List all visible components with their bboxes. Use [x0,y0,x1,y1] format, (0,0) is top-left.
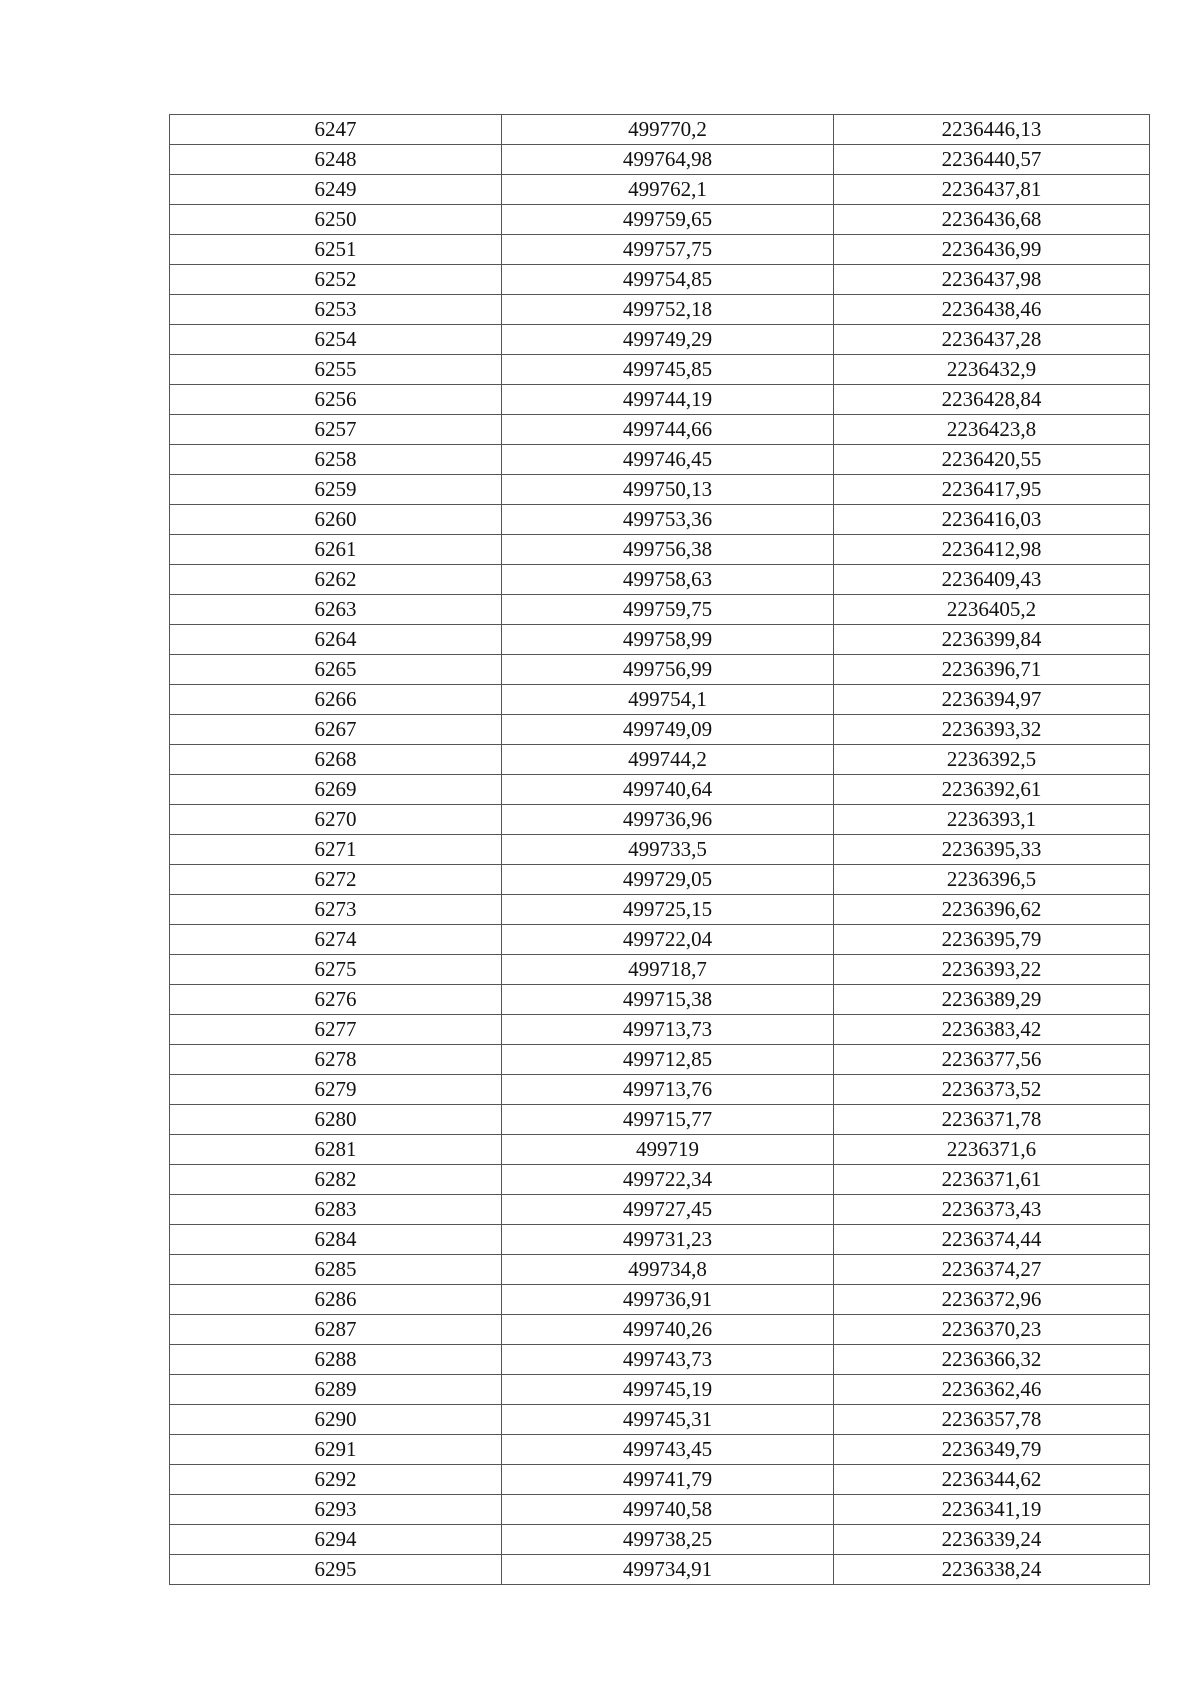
point-number-cell: 6281 [170,1135,502,1165]
table-row [170,1405,1150,1435]
point-number-cell: 6255 [170,355,502,385]
table-row [170,1345,1150,1375]
table-row [170,895,1150,925]
y-coordinate-cell: 2236393,1 [834,805,1150,835]
x-coordinate-cell: 499759,65 [502,205,834,235]
table-row [170,415,1150,445]
point-number-cell: 6272 [170,865,502,895]
x-coordinate-cell: 499754,1 [502,685,834,715]
table-row [170,475,1150,505]
y-coordinate-cell: 2236338,24 [834,1555,1150,1585]
point-number-cell: 6270 [170,805,502,835]
y-coordinate-cell: 2236362,46 [834,1375,1150,1405]
x-coordinate-cell: 499741,79 [502,1465,834,1495]
table-row [170,205,1150,235]
point-number-cell: 6259 [170,475,502,505]
x-coordinate-cell: 499749,09 [502,715,834,745]
y-coordinate-cell: 2236339,24 [834,1525,1150,1555]
x-coordinate-cell: 499759,75 [502,595,834,625]
table-row [170,1135,1150,1165]
point-number-cell: 6295 [170,1555,502,1585]
point-number-cell: 6260 [170,505,502,535]
y-coordinate-cell: 2236371,78 [834,1105,1150,1135]
point-number-cell: 6278 [170,1045,502,1075]
y-coordinate-cell: 2236437,98 [834,265,1150,295]
table-row [170,265,1150,295]
point-number-cell: 6267 [170,715,502,745]
x-coordinate-cell: 499736,91 [502,1285,834,1315]
x-coordinate-cell: 499740,64 [502,775,834,805]
point-number-cell: 6262 [170,565,502,595]
table-row [170,145,1150,175]
x-coordinate-cell: 499729,05 [502,865,834,895]
y-coordinate-cell: 2236416,03 [834,505,1150,535]
y-coordinate-cell: 2236373,43 [834,1195,1150,1225]
table-row [170,1165,1150,1195]
table-row [170,1465,1150,1495]
x-coordinate-cell: 499715,77 [502,1105,834,1135]
table-row [170,1105,1150,1135]
point-number-cell: 6256 [170,385,502,415]
x-coordinate-cell: 499764,98 [502,145,834,175]
point-number-cell: 6251 [170,235,502,265]
table-row [170,595,1150,625]
y-coordinate-cell: 2236389,29 [834,985,1150,1015]
point-number-cell: 6261 [170,535,502,565]
table-row [170,355,1150,385]
table-row [170,715,1150,745]
x-coordinate-cell: 499744,2 [502,745,834,775]
point-number-cell: 6276 [170,985,502,1015]
x-coordinate-cell: 499736,96 [502,805,834,835]
x-coordinate-cell: 499744,19 [502,385,834,415]
point-number-cell: 6292 [170,1465,502,1495]
x-coordinate-cell: 499715,38 [502,985,834,1015]
x-coordinate-cell: 499713,73 [502,1015,834,1045]
table-row [170,325,1150,355]
point-number-cell: 6273 [170,895,502,925]
table-row [170,1225,1150,1255]
y-coordinate-cell: 2236341,19 [834,1495,1150,1525]
y-coordinate-cell: 2236437,81 [834,175,1150,205]
x-coordinate-cell: 499754,85 [502,265,834,295]
table-row [170,1255,1150,1285]
y-coordinate-cell: 2236420,55 [834,445,1150,475]
x-coordinate-cell: 499734,91 [502,1555,834,1585]
point-number-cell: 6286 [170,1285,502,1315]
y-coordinate-cell: 2236396,71 [834,655,1150,685]
x-coordinate-cell: 499743,45 [502,1435,834,1465]
y-coordinate-cell: 2236437,28 [834,325,1150,355]
point-number-cell: 6277 [170,1015,502,1045]
x-coordinate-cell: 499756,99 [502,655,834,685]
coordinates-table [169,114,1150,1585]
x-coordinate-cell: 499745,19 [502,1375,834,1405]
x-coordinate-cell: 499758,99 [502,625,834,655]
y-coordinate-cell: 2236394,97 [834,685,1150,715]
x-coordinate-cell: 499745,85 [502,355,834,385]
y-coordinate-cell: 2236366,32 [834,1345,1150,1375]
table-row [170,235,1150,265]
point-number-cell: 6271 [170,835,502,865]
y-coordinate-cell: 2236393,32 [834,715,1150,745]
table-row [170,1045,1150,1075]
y-coordinate-cell: 2236373,52 [834,1075,1150,1105]
table-row [170,505,1150,535]
table-row [170,1435,1150,1465]
y-coordinate-cell: 2236371,6 [834,1135,1150,1165]
point-number-cell: 6293 [170,1495,502,1525]
x-coordinate-cell: 499750,13 [502,475,834,505]
y-coordinate-cell: 2236396,62 [834,895,1150,925]
point-number-cell: 6252 [170,265,502,295]
y-coordinate-cell: 2236405,2 [834,595,1150,625]
point-number-cell: 6249 [170,175,502,205]
x-coordinate-cell: 499740,26 [502,1315,834,1345]
x-coordinate-cell: 499733,5 [502,835,834,865]
x-coordinate-cell: 499749,29 [502,325,834,355]
table-row [170,1495,1150,1525]
point-number-cell: 6248 [170,145,502,175]
point-number-cell: 6288 [170,1345,502,1375]
table-row [170,1285,1150,1315]
y-coordinate-cell: 2236446,13 [834,115,1150,145]
x-coordinate-cell: 499744,66 [502,415,834,445]
table-row [170,745,1150,775]
table-row [170,175,1150,205]
coordinates-table-body [170,115,1150,1585]
x-coordinate-cell: 499752,18 [502,295,834,325]
point-number-cell: 6289 [170,1375,502,1405]
y-coordinate-cell: 2236374,44 [834,1225,1150,1255]
table-row [170,1015,1150,1045]
point-number-cell: 6258 [170,445,502,475]
x-coordinate-cell: 499743,73 [502,1345,834,1375]
point-number-cell: 6279 [170,1075,502,1105]
table-row [170,685,1150,715]
x-coordinate-cell: 499712,85 [502,1045,834,1075]
y-coordinate-cell: 2236370,23 [834,1315,1150,1345]
x-coordinate-cell: 499719 [502,1135,834,1165]
table-row [170,1555,1150,1585]
x-coordinate-cell: 499758,63 [502,565,834,595]
x-coordinate-cell: 499722,34 [502,1165,834,1195]
x-coordinate-cell: 499718,7 [502,955,834,985]
point-number-cell: 6283 [170,1195,502,1225]
point-number-cell: 6257 [170,415,502,445]
point-number-cell: 6280 [170,1105,502,1135]
table-row [170,115,1150,145]
point-number-cell: 6284 [170,1225,502,1255]
y-coordinate-cell: 2236395,79 [834,925,1150,955]
table-row [170,295,1150,325]
y-coordinate-cell: 2236412,98 [834,535,1150,565]
x-coordinate-cell: 499727,45 [502,1195,834,1225]
y-coordinate-cell: 2236409,43 [834,565,1150,595]
table-row [170,985,1150,1015]
y-coordinate-cell: 2236440,57 [834,145,1150,175]
point-number-cell: 6291 [170,1435,502,1465]
table-row [170,535,1150,565]
x-coordinate-cell: 499713,76 [502,1075,834,1105]
table-row [170,925,1150,955]
point-number-cell: 6263 [170,595,502,625]
table-row [170,1195,1150,1225]
y-coordinate-cell: 2236357,78 [834,1405,1150,1435]
table-row [170,1315,1150,1345]
y-coordinate-cell: 2236396,5 [834,865,1150,895]
y-coordinate-cell: 2236372,96 [834,1285,1150,1315]
point-number-cell: 6253 [170,295,502,325]
x-coordinate-cell: 499762,1 [502,175,834,205]
table-row [170,385,1150,415]
table-row [170,805,1150,835]
y-coordinate-cell: 2236344,62 [834,1465,1150,1495]
table-row [170,1525,1150,1555]
y-coordinate-cell: 2236428,84 [834,385,1150,415]
y-coordinate-cell: 2236436,99 [834,235,1150,265]
x-coordinate-cell: 499734,8 [502,1255,834,1285]
x-coordinate-cell: 499757,75 [502,235,834,265]
y-coordinate-cell: 2236417,95 [834,475,1150,505]
y-coordinate-cell: 2236349,79 [834,1435,1150,1465]
y-coordinate-cell: 2236374,27 [834,1255,1150,1285]
y-coordinate-cell: 2236423,8 [834,415,1150,445]
point-number-cell: 6264 [170,625,502,655]
table-row [170,445,1150,475]
x-coordinate-cell: 499725,15 [502,895,834,925]
y-coordinate-cell: 2236383,42 [834,1015,1150,1045]
point-number-cell: 6268 [170,745,502,775]
y-coordinate-cell: 2236395,33 [834,835,1150,865]
y-coordinate-cell: 2236377,56 [834,1045,1150,1075]
point-number-cell: 6266 [170,685,502,715]
y-coordinate-cell: 2236432,9 [834,355,1150,385]
table-row [170,955,1150,985]
y-coordinate-cell: 2236399,84 [834,625,1150,655]
table-row [170,775,1150,805]
y-coordinate-cell: 2236438,46 [834,295,1150,325]
table-row [170,625,1150,655]
point-number-cell: 6254 [170,325,502,355]
point-number-cell: 6282 [170,1165,502,1195]
point-number-cell: 6290 [170,1405,502,1435]
x-coordinate-cell: 499756,38 [502,535,834,565]
table-row [170,1375,1150,1405]
x-coordinate-cell: 499722,04 [502,925,834,955]
point-number-cell: 6274 [170,925,502,955]
x-coordinate-cell: 499753,36 [502,505,834,535]
y-coordinate-cell: 2236392,61 [834,775,1150,805]
point-number-cell: 6285 [170,1255,502,1285]
table-row [170,655,1150,685]
table-row [170,565,1150,595]
y-coordinate-cell: 2236436,68 [834,205,1150,235]
x-coordinate-cell: 499745,31 [502,1405,834,1435]
point-number-cell: 6269 [170,775,502,805]
point-number-cell: 6287 [170,1315,502,1345]
y-coordinate-cell: 2236393,22 [834,955,1150,985]
point-number-cell: 6265 [170,655,502,685]
x-coordinate-cell: 499746,45 [502,445,834,475]
y-coordinate-cell: 2236392,5 [834,745,1150,775]
table-row [170,835,1150,865]
x-coordinate-cell: 499740,58 [502,1495,834,1525]
table-row [170,1075,1150,1105]
x-coordinate-cell: 499770,2 [502,115,834,145]
table-row [170,865,1150,895]
y-coordinate-cell: 2236371,61 [834,1165,1150,1195]
point-number-cell: 6294 [170,1525,502,1555]
point-number-cell: 6275 [170,955,502,985]
point-number-cell: 6250 [170,205,502,235]
point-number-cell: 6247 [170,115,502,145]
x-coordinate-cell: 499738,25 [502,1525,834,1555]
x-coordinate-cell: 499731,23 [502,1225,834,1255]
